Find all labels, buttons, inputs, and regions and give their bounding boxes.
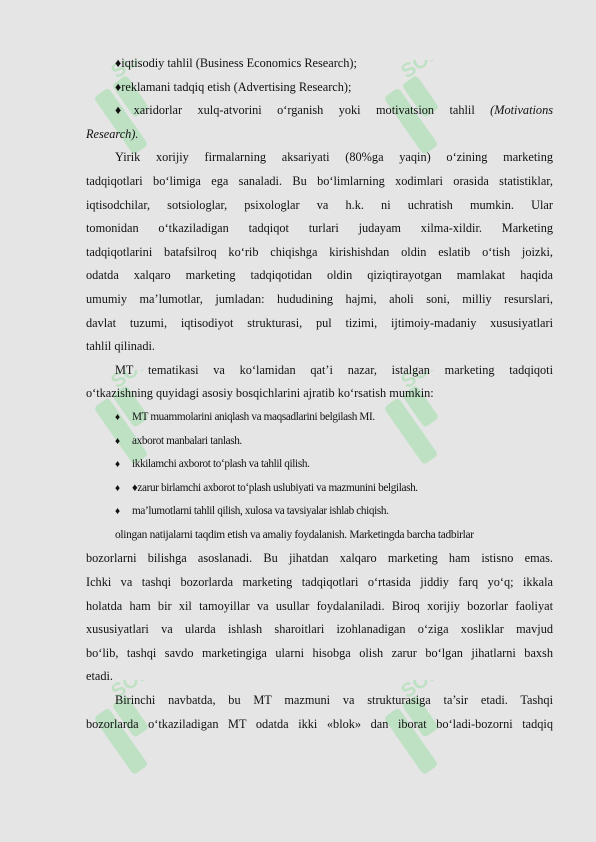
paragraph-line: Birinchi navbatda, bu MT mazmuni va strukturasiga ta’sir etadi. Tashqi bbox=[115, 693, 553, 708]
list-item-continuation: Research). bbox=[86, 126, 139, 141]
bullet-item: ♦ ikkilamchi axborot to‘plash va tahlil qilish. bbox=[86, 453, 553, 477]
list-item: ♦iqtisodiy tahlil (Business Economics Research); bbox=[115, 56, 357, 70]
paragraph-line: etadi. bbox=[86, 669, 113, 684]
list-item: ♦xaridorlar xulq-atvorini o‘rganish yoki motivatsion tahlil (Motivations bbox=[115, 103, 553, 118]
paragraph-line: davlat tuzumi, iqtisodiyot strukturasi, pul tizimi, ijtimoiy-madaniy xususiyatlari bbox=[86, 315, 553, 330]
document-page bbox=[86, 52, 553, 736]
paragraph-line: bo‘lib, tashqi savdo marketingiga ularni hisobga olish zarur bo‘lgan jihatlarni baxsh bbox=[86, 645, 553, 660]
paragraph-line: Yirik xorijiy firmalarning aksariyati (80%ga yaqin) o‘zining marketing bbox=[115, 150, 553, 165]
bullet-item: ♦ axborot manbalari tanlash. bbox=[86, 430, 553, 454]
paragraph-line: umumiy ma’lumotlar, jumladan: hududining hajmi, aholi soni, milliy resurslari, bbox=[86, 291, 553, 306]
bullet-item: ♦ MT muammolarini aniqlash va maqsadlarini belgilash MI. bbox=[86, 406, 553, 430]
paragraph-line: tadqiqotlarini batafsilroq ko‘rib chiqishga kirishishdan oldin eslatib o‘tish joizki, bbox=[86, 244, 553, 259]
paragraph-line: tomonidan o‘tkaziladigan tadqiqot turlari judayam xilma-xildir. Marketing bbox=[86, 221, 553, 236]
paragraph-line: iqtisodchilar, sotsiologlar, psixologlar va h.k. ni uchratish mumkin. Ular bbox=[86, 197, 553, 212]
paragraph-line: bozorlarda o‘tkaziladigan MT odatda ikki «blok» dan iborat bo‘ladi-bozorni tadqiq bbox=[86, 716, 553, 731]
paragraph-line: MT tematikasi va ko‘lamidan qat’i nazar, istalgan marketing tadqiqoti bbox=[115, 362, 553, 377]
paragraph-line: holatda ham bir xil tamoyillar va usullar foydalaniladi. Biroq xorijiy bozorlar faoliyat bbox=[86, 598, 553, 613]
paragraph-line: xususiyatlari va ularda ishlash sharoitlari izohlanadigan o‘ziga xosliklar mavjud bbox=[86, 622, 553, 637]
paragraph-line: olingan natijalarni taqdim etish va amaliy foydalanish. Marketingda barcha tadbirlar bbox=[115, 528, 474, 541]
diamond-icon: ♦ bbox=[115, 482, 120, 494]
diamond-icon: ♦ bbox=[115, 435, 120, 447]
diamond-icon: ♦ bbox=[115, 506, 120, 518]
paragraph-line: odatda xalqaro marketing tadqiqotidan oldin qiziqtirayotgan mamlakat haqida bbox=[86, 268, 553, 283]
bullet-item: ♦ ma’lumotlarni tahlil qilish, xulosa va tavsiyalar ishlab chiqish. bbox=[86, 500, 553, 524]
diamond-icon: ♦ bbox=[115, 411, 120, 423]
paragraph-line: bozorlarni bilishga asoslanadi. Bu jihatdan xalqaro marketing ham istisno emas. bbox=[86, 551, 553, 566]
paragraph-line: o‘tkazishning quyidagi asosiy bosqichlarini ajratib ko‘rsatish mumkin: bbox=[86, 386, 434, 401]
diamond-icon: ♦ bbox=[115, 459, 120, 471]
list-item: ♦reklamani tadqiq etish (Advertising Research); bbox=[115, 79, 352, 94]
paragraph-line: tadqiqotlari bo‘limiga ega sanaladi. Bu bo‘limlarning xodimlari orasida statistiklar, bbox=[86, 173, 553, 188]
paragraph-line: tahlil qilinadi. bbox=[86, 339, 155, 354]
bullet-item: ♦ ♦zarur birlamchi axborot to‘plash uslubiyati va mazmunini belgilash. bbox=[86, 477, 553, 501]
paragraph-line: Ichki va tashqi bozorlarda marketing tadqiqotlari o‘rtasida jiddiy farq yo‘q; ikkala bbox=[86, 575, 553, 590]
